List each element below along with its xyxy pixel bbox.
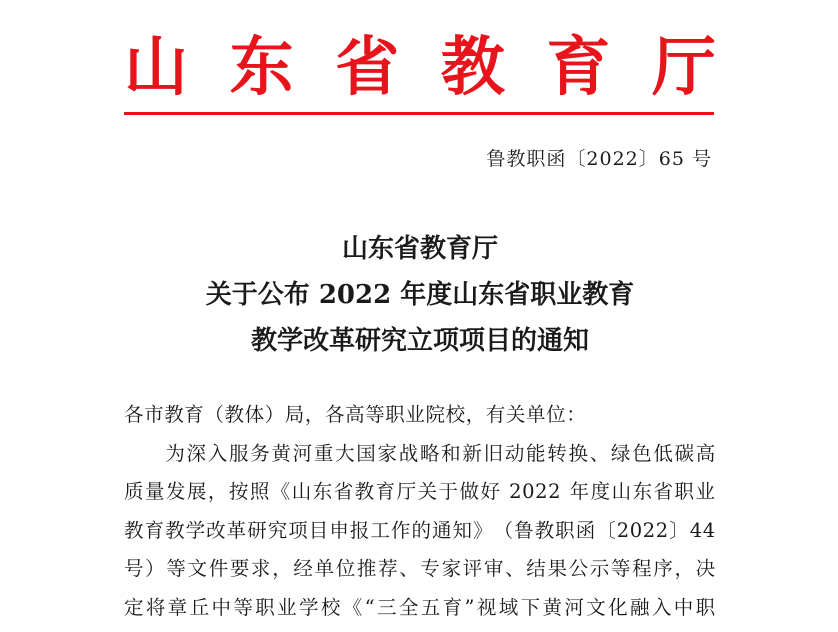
heading-line-2: 关于公布 2022 年度山东省职业教育 xyxy=(205,280,635,310)
heading-line-3: 教学改革研究立项项目的通知 xyxy=(250,326,589,356)
issuer-header xyxy=(124,28,716,108)
paragraph-line: 为 深 入 服 务 黄 河 重 大 国 家 战 略 和 新 旧 动 能 转 换 、 绿 色 低 碳 高 xyxy=(165,441,716,465)
heading-line-1: 山东省教育厅 xyxy=(341,234,498,264)
paragraph-line: 教 育 教 学 改 革 研 究 项 目 申 报 工 作 的 通 知 》 （ 鲁 教 职 函 〔 2022 〕 44 xyxy=(124,518,716,542)
paragraph-line: 号 ） 等 文 件 要 求 ， 经 单 位 推 荐 、 专 家 评 审 、 结 果 公 示 等 程 序 ， 决 xyxy=(124,557,716,580)
issuer-char: 东 xyxy=(229,30,294,105)
document-number: 鲁教职函〔2022〕65 号 xyxy=(486,148,712,170)
issuer-char: 省 xyxy=(335,30,400,105)
document-body xyxy=(124,396,716,627)
paragraph-line: 定 将 章 丘 中 等 职 业 学 校 《 “ 三 全 五 育 ” 视 域 下 黄 河 文 化 融 入 中 职 xyxy=(124,595,716,619)
document-heading xyxy=(124,226,716,364)
issuer-char: 厅 xyxy=(651,30,716,105)
issuer-char: 育 xyxy=(546,30,611,105)
salutation: 各市教育（教体）局，各高等职业院校，有关单位： xyxy=(124,403,587,426)
issuer-char: 山 xyxy=(124,30,188,105)
paragraph-line: 质 量 发 展 ， 按 照 《 山 东 省 教 育 厅 关 于 做 好 2022 年 度 山 东 省 职 业 xyxy=(124,480,716,503)
red-divider-line xyxy=(124,112,714,115)
issuer-char: 教 xyxy=(440,30,505,105)
